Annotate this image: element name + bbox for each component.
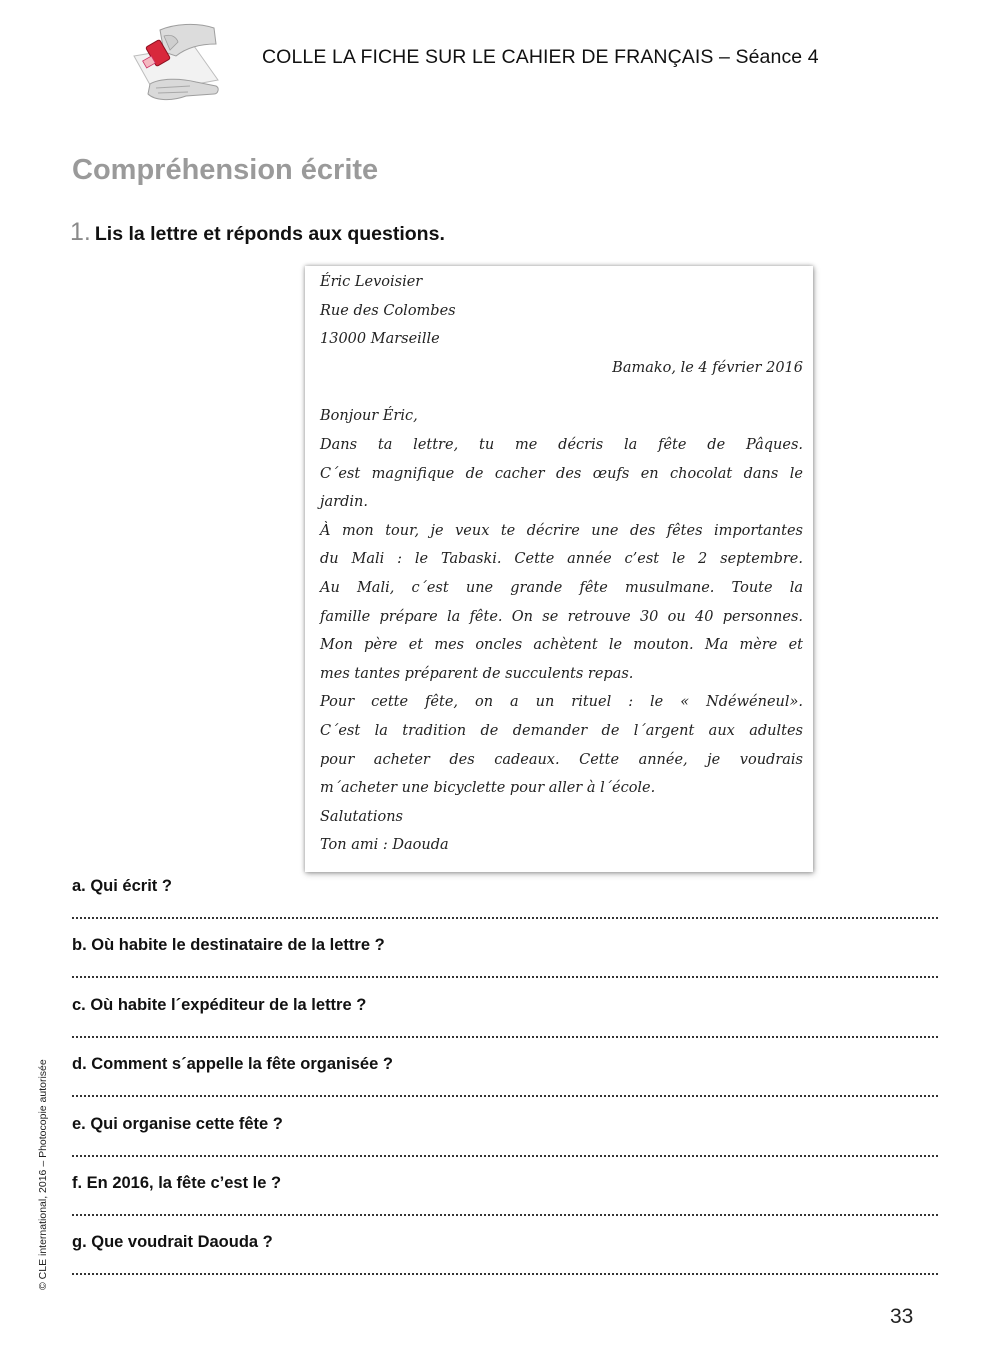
answer-line[interactable] [72, 1036, 938, 1038]
letter-line: du Mali : le Tabaski. Cette année c’est le 2 septembre. [320, 551, 803, 568]
letter-date: Bamako, le 4 février 2016 [612, 359, 803, 376]
letter-line: mes tantes préparent de succulents repas. [320, 665, 634, 682]
answer-line[interactable] [72, 1155, 938, 1157]
question-label: a. Qui écrit ? [72, 877, 172, 895]
question-label: g. Que voudrait Daouda ? [72, 1233, 273, 1252]
question-item [72, 933, 938, 992]
letter-signature: Ton ami : Daouda [320, 837, 449, 854]
question-label: e. Qui organise cette fête ? [72, 1114, 283, 1133]
question-item [72, 1230, 938, 1289]
letter-line: C´est la tradition de demander de l´argent aux adultes [320, 722, 803, 739]
letter-body [320, 268, 803, 860]
question-item [72, 874, 938, 933]
answer-line[interactable] [72, 1095, 938, 1097]
section-title: Compréhension écrite [72, 154, 379, 186]
letter-closing: Salutations [320, 808, 403, 825]
question-label: d. Comment s´appelle la fête organisée ? [72, 1055, 393, 1074]
exercise-number: 1. [70, 218, 91, 246]
letter-greeting: Bonjour Éric, [320, 408, 418, 425]
letter-line: pour acheter des cadeaux. Cette année, je voudrais [320, 751, 803, 768]
copyright-notice: © CLE international, 2016 – Photocopie autorisée [37, 1059, 49, 1290]
answer-line[interactable] [72, 976, 938, 978]
question-label: b. Où habite le destinataire de la lettre ? [72, 936, 385, 955]
sender-street: Rue des Colombes [320, 302, 456, 319]
page-number: 33 [890, 1305, 914, 1328]
question-label: f. En 2016, la fête c’est le ? [72, 1173, 282, 1192]
question-item [72, 1171, 938, 1230]
letter-card [305, 266, 813, 872]
letter-line: Pour cette fête, on a un rituel : le « Ndéwéneul». [320, 694, 803, 711]
question-label: c. Où habite l´expéditeur de la lettre ? [72, 995, 367, 1014]
questions-list [72, 874, 938, 1290]
glue-stick-hand-icon [130, 22, 222, 106]
page-header-title: COLLE LA FICHE SUR LE CAHIER DE FRANÇAIS – Séance 4 [262, 46, 819, 68]
letter-line: famille prépare la fête. On se retrouve 30 ou 40 personnes. [320, 608, 803, 625]
sender-name: Éric Levoisier [320, 274, 423, 290]
question-item [72, 1052, 938, 1111]
sender-city: 13000 Marseille [320, 331, 440, 348]
question-item [72, 993, 938, 1052]
letter-spacer [320, 382, 803, 402]
letter-line: C´est magnifique de cacher des œufs en chocolat dans le [320, 465, 803, 482]
letter-line: jardin. [320, 494, 368, 511]
letter-line: À mon tour, je veux te décrire une des fêtes importantes [320, 522, 803, 539]
exercise-instruction [70, 218, 445, 247]
answer-line[interactable] [72, 1273, 938, 1275]
letter-line: Dans ta lettre, tu me décris la fête de Pâques. [320, 436, 803, 453]
letter-line: Au Mali, c´est une grande fête musulmane. Toute la [320, 579, 803, 596]
answer-line[interactable] [72, 917, 938, 919]
answer-line[interactable] [72, 1214, 938, 1216]
question-item [72, 1112, 938, 1171]
exercise-instruction-text: Lis la lettre et réponds aux questions. [94, 223, 445, 245]
letter-line: m´acheter une bicyclette pour aller à l´école. [320, 780, 656, 797]
letter-line: Mon père et mes oncles achètent le mouton. Ma mère et [320, 637, 803, 654]
